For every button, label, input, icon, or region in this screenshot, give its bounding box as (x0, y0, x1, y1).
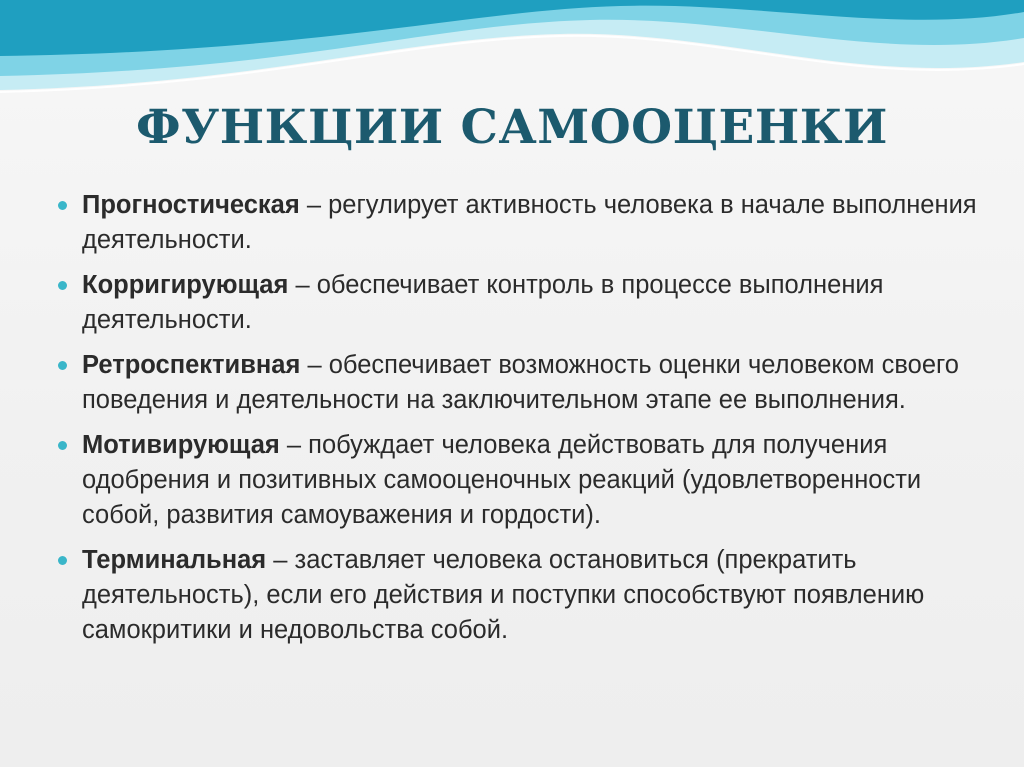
function-term: Мотивирующая (82, 431, 280, 459)
function-term: Терминальная (82, 546, 267, 574)
dot-bullet-icon (58, 556, 67, 565)
slide-title: ФУНКЦИИ САМООЦЕНКИ (136, 100, 888, 155)
function-term: Прогностическая (82, 191, 300, 219)
list-item (58, 428, 988, 533)
function-description: – обеспечивает возможность оценки человеком своего поведения и деятельности на заключительном этапе ее выполнения. (82, 351, 959, 414)
list-item (58, 268, 988, 338)
dot-bullet-icon (58, 361, 67, 370)
function-description: – регулирует активность человека в начале выполнения деятельности. (82, 191, 977, 254)
function-term: Ретроспективная (82, 351, 301, 379)
function-description: – обеспечивает контроль в процессе выполнения деятельности. (82, 271, 884, 334)
list-item (58, 188, 988, 258)
dot-bullet-icon (58, 441, 67, 450)
dot-bullet-icon (58, 281, 67, 290)
list-item (58, 348, 988, 418)
list-item (58, 543, 988, 648)
functions-list (58, 188, 988, 658)
dot-bullet-icon (58, 201, 67, 210)
function-description: – побуждает человека действовать для получения одобрения и позитивных самооценочных реакций (удовлетворенности собой, развития самоуважения и гордости). (82, 431, 922, 529)
function-description: – заставляет человека остановиться (прекратить деятельность), если его действия и поступки способствуют появлению самокритики и недовольства собой. (82, 546, 925, 644)
wave-header-decoration (0, 0, 1024, 110)
function-term: Корригирующая (82, 271, 289, 299)
